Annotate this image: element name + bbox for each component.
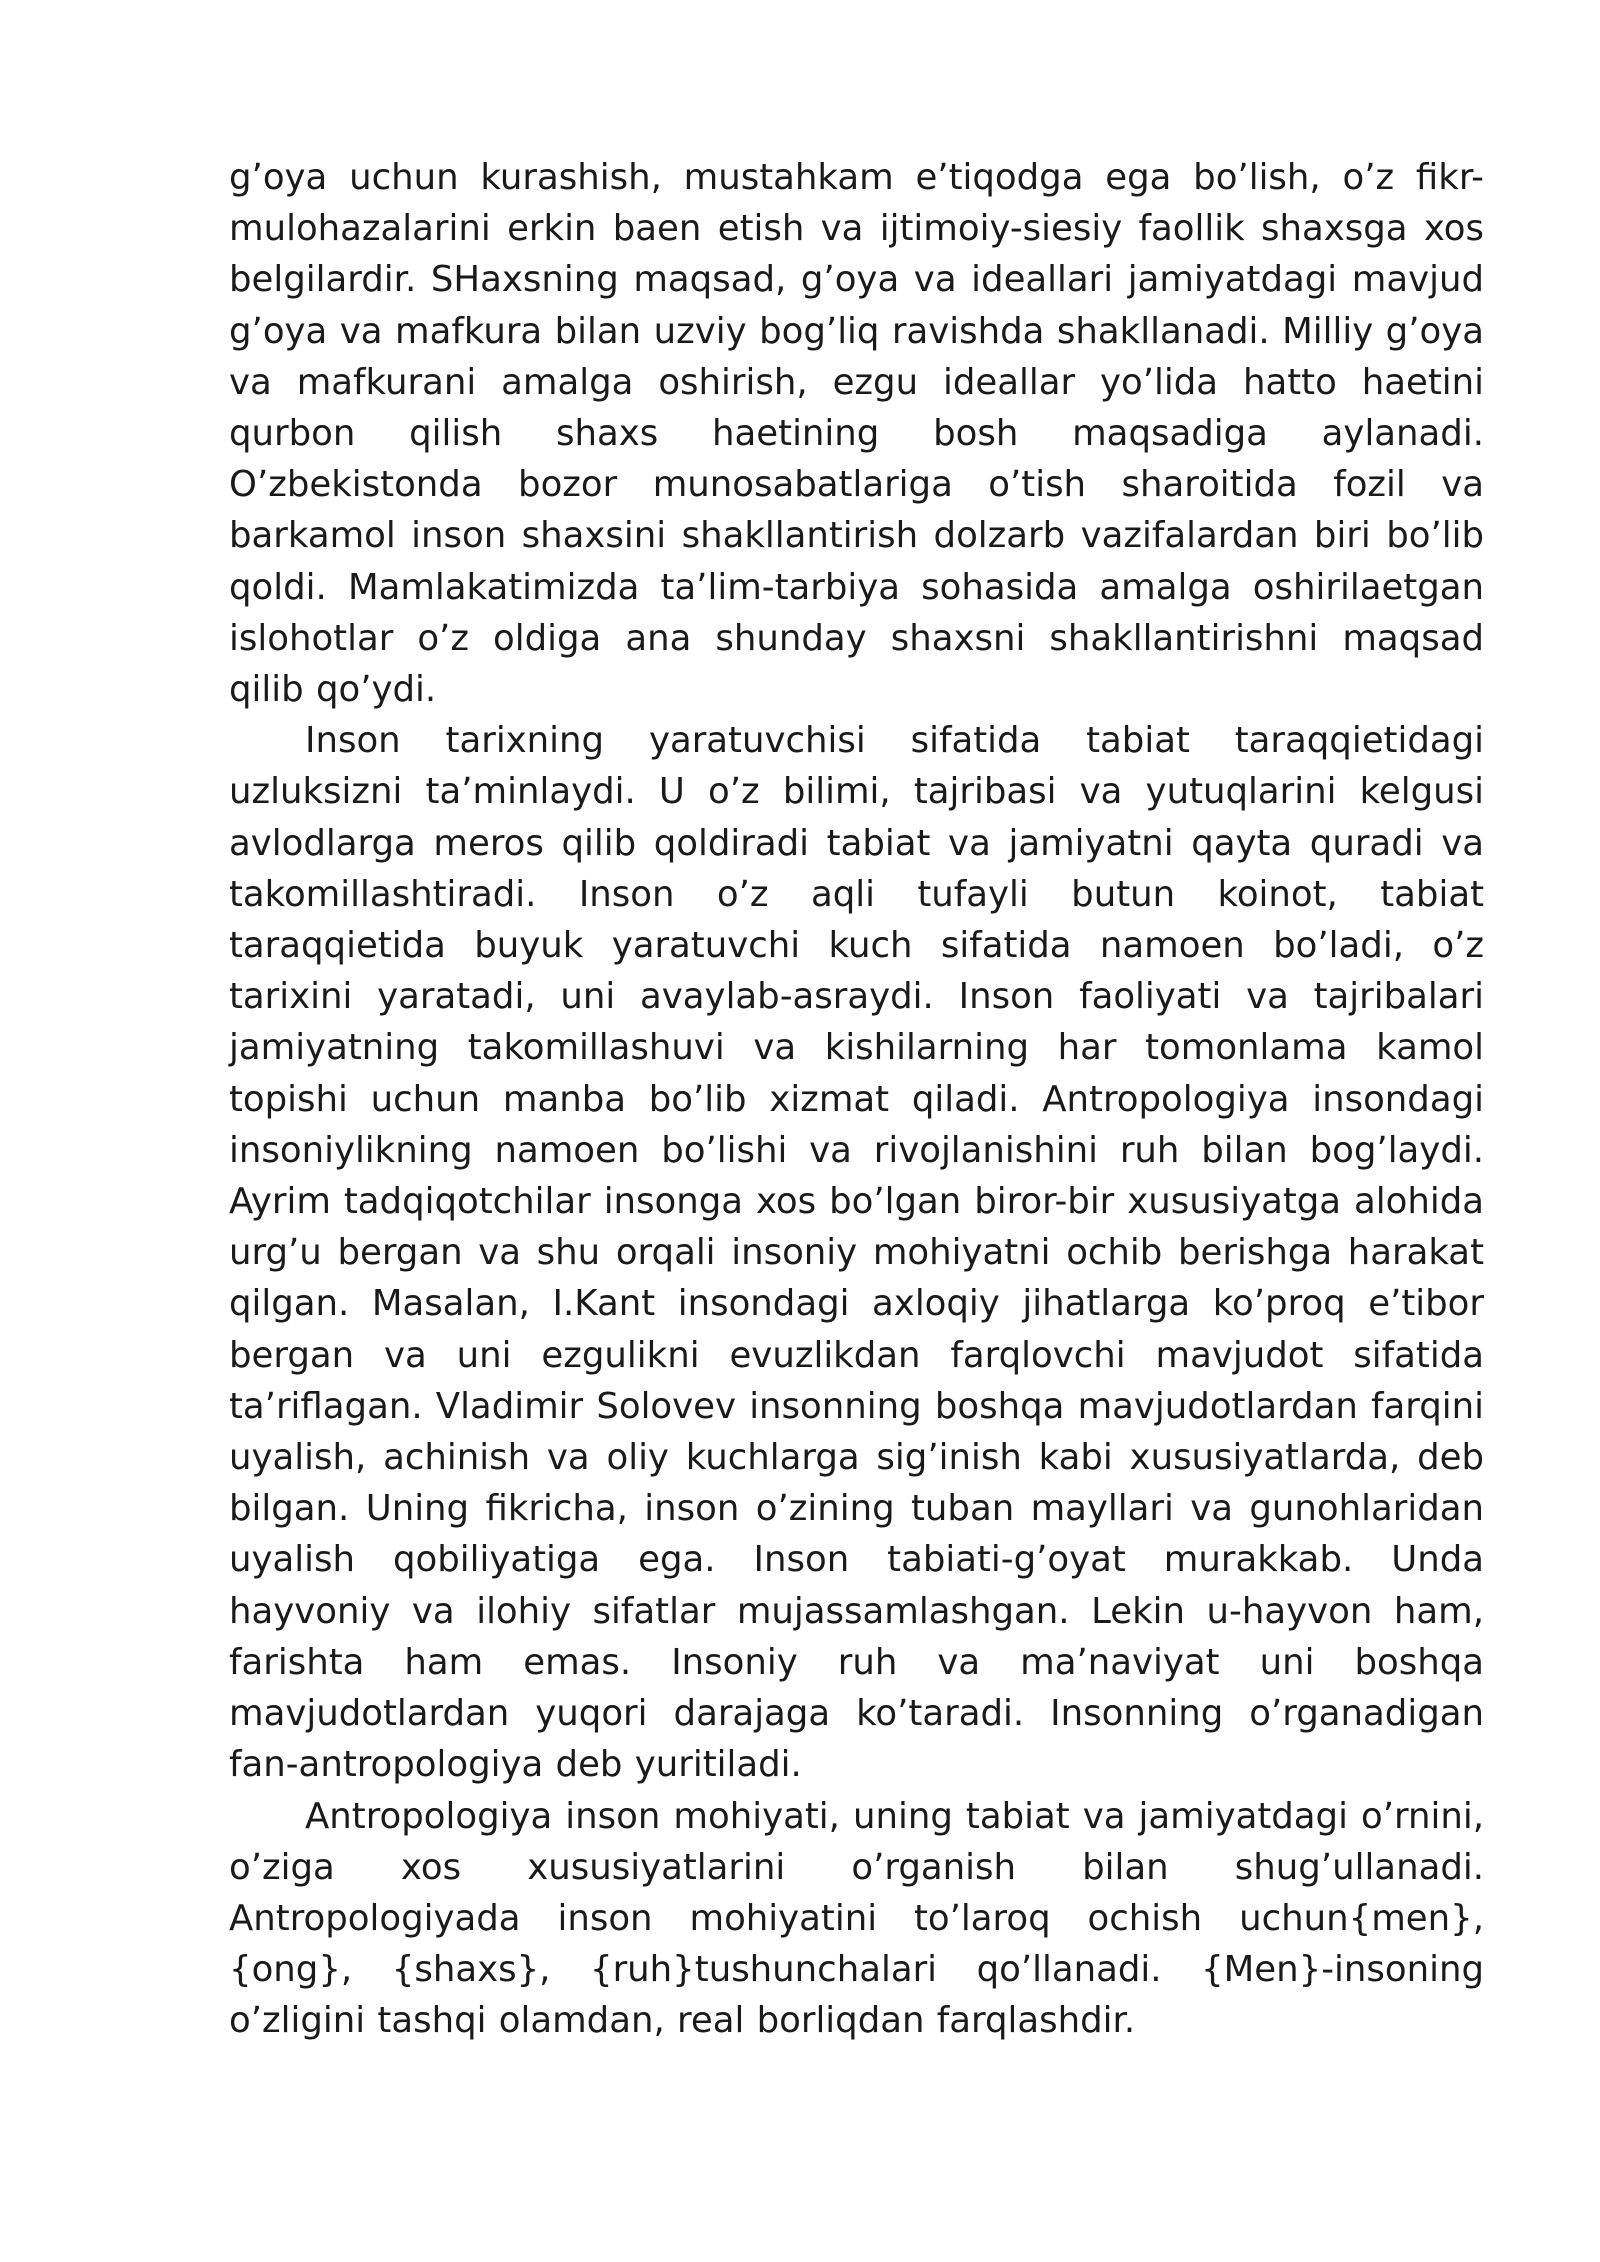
paragraph-antropologiya: Antropologiya inson mohiyati, uning tabiat va jamiyatdagi o’rnini, o’ziga xos xususiyatlarini o’rganish bilan shug’ullanadi. Antropologiyada inson mohiyatini to’laroq ochish uchun{men}, {ong}, {shaxs}, {ruh}tushunchalari qo’llanadi. {Men}-insoning o’zligini tashqi olamdan, real borliqdan farqlashdir. (229, 1795, 1484, 2042)
document-body (229, 152, 1484, 2047)
paragraph-inson-tarixning: Inson tarixning yaratuvchisi sifatida tabiat taraqqietidagi uzluksizni ta’minlaydi. U o’z bilimi, tajribasi va yutuqlarini kelgusi avlodlarga meros qilib qoldiradi tabiat va jamiyatni qayta quradi va takomillashtiradi. Inson o’z aqli tufayli butun koinot, tabiat taraqqietida buyuk yaratuvchi kuch sifatida namoen bo’ladi, o’z tarixini yaratadi, uni avaylab-asraydi. Inson faoliyati va tajribalari jamiyatning takomillashuvi va kishilarning har tomonlama kamol topishi uchun manba bo’lib xizmat qiladi. Antropologiya insondagi insoniylikning namoen bo’lishi va rivojlanishini ruh bilan bog’laydi. Ayrim tadqiqotchilar insonga xos bo’lgan biror-bir xususiyatga alohida urg’u bergan va shu orqali insoniy mohiyatni ochib berishga harakat qilgan. Masalan, I.Kant insondagi axloqiy jihatlarga ko’proq e’tibor bergan va uni ezgulikni evuzlikdan farqlovchi mavjudot sifatida ta’riflagan. Vladimir Solovev insonning boshqa mavjudotlardan farqini uyalish, achinish va oliy kuchlarga sig’inish kabi xususiyatlarda, deb bilgan. Uning fikricha, inson o’zining tuban mayllari va gunohlaridan uyalish qobiliyatiga ega. Inson tabiati-g’oyat murakkab. Unda hayvoniy va ilohiy sifatlar mujassamlashgan. Lekin u-hayvon ham, farishta ham emas. Insoniy ruh va ma’naviyat uni boshqa mavjudotlardan yuqori darajaga ko’taradi. Insonning o’rganadigan fan-antropologiya deb yuritiladi. (229, 720, 1484, 1786)
paragraph-continuation: g’oya uchun kurashish, mustahkam e’tiqodga ega bo’lish, o’z fikr-mulohazalarini erkin baen etish va ijtimoiy-siesiy faollik shaxsga xos belgilardir. SHaxsning maqsad, g’oya va ideallari jamiyatdagi mavjud g’oya va mafkura bilan uzviy bog’liq ravishda shakllanadi. Milliy g’oya va mafkurani amalga oshirish, ezgu ideallar yo’lida hatto haetini qurbon qilish shaxs haetining bosh maqsadiga aylanadi. O’zbekistonda bozor munosabatlariga o’tish sharoitida fozil va barkamol inson shaxsini shakllantirish dolzarb vazifalardan biri bo’lib qoldi. Mamlakatimizda ta’lim-tarbiya sohasida amalga oshirilaetgan islohotlar o’z oldiga ana shunday shaxsni shakllantirishni maqsad qilib qo’ydi. (229, 157, 1484, 711)
